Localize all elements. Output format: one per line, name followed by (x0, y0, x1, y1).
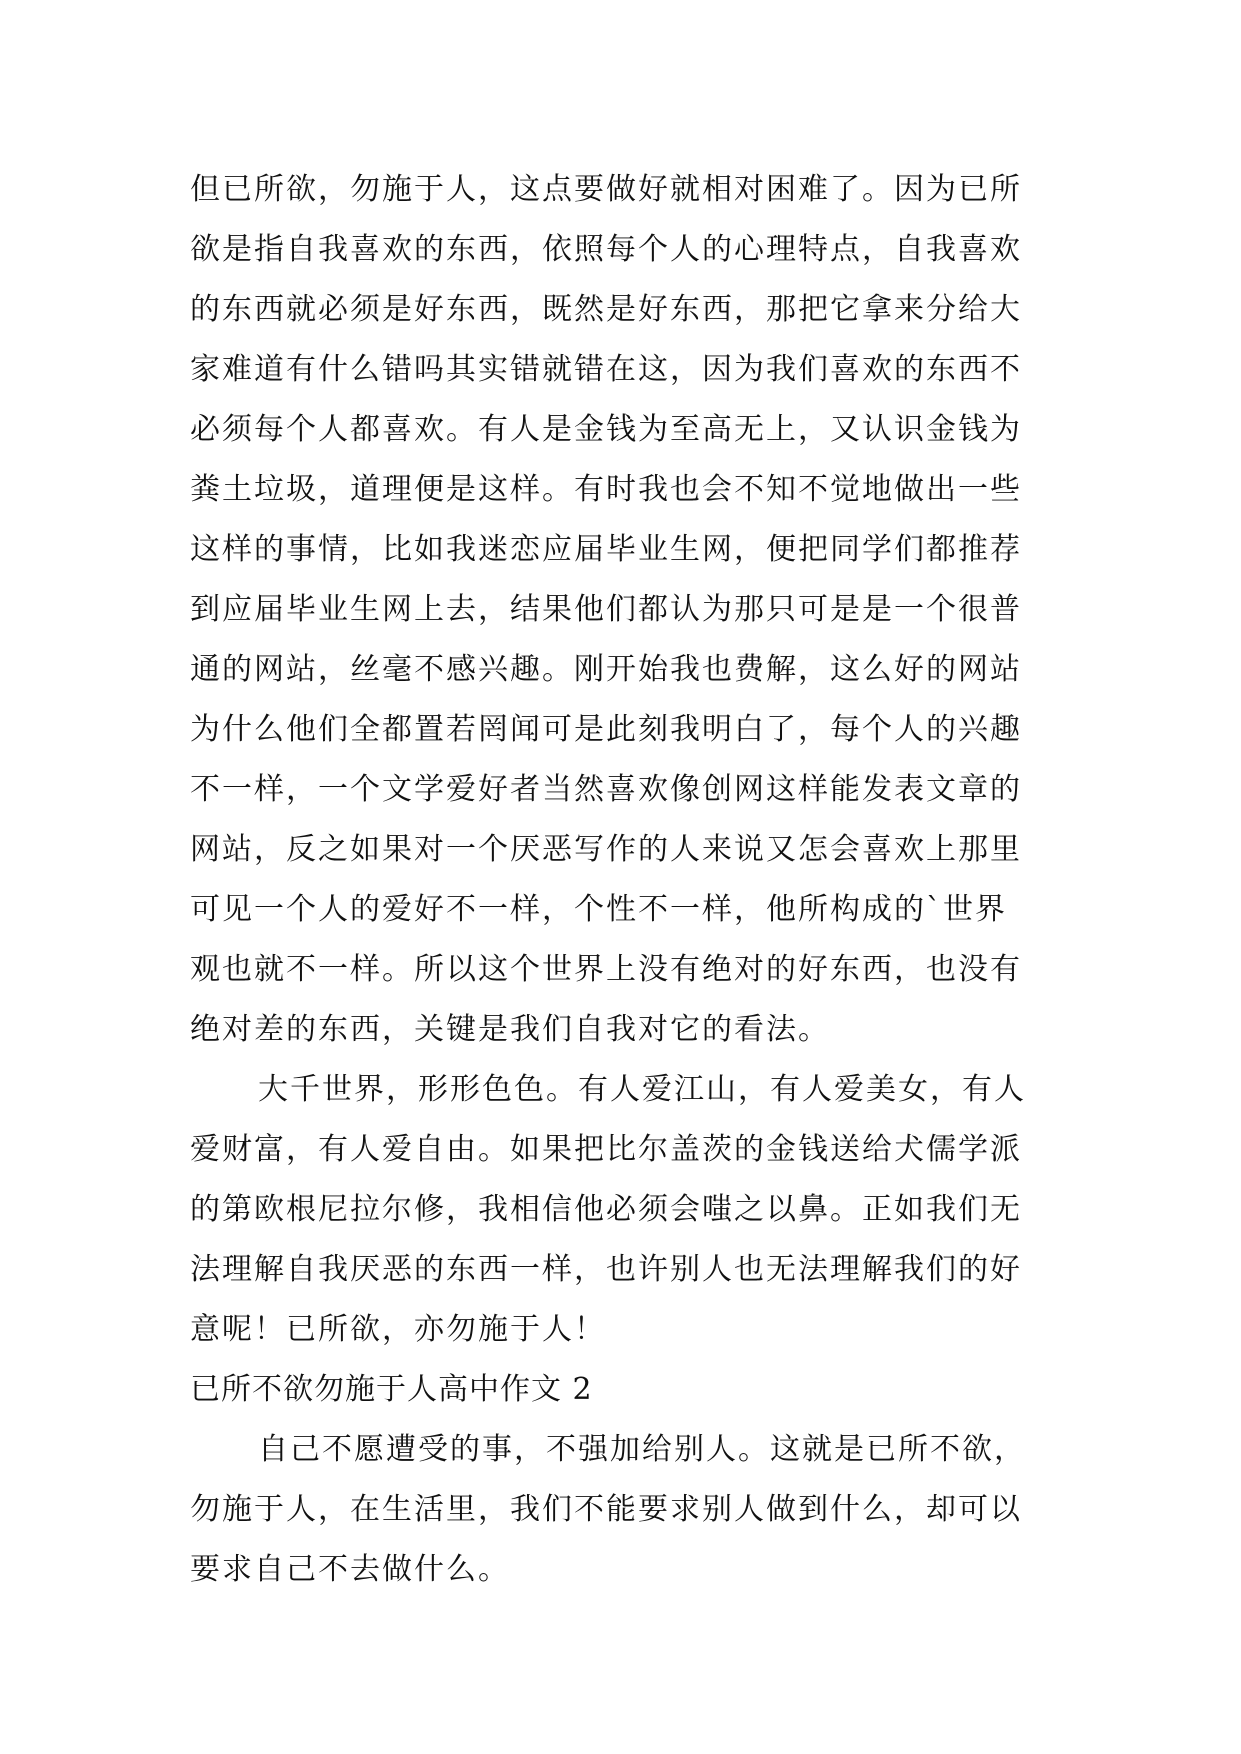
text-line: 自己不愿遭受的事，不强加给别人。这就是已所不欲， (258, 1432, 1026, 1467)
text-line: 大千世界，形形色色。有人爱江山，有人爱美女，有人 (258, 1072, 1026, 1107)
text-line: 网站，反之如果对一个厌恶写作的人来说又怎会喜欢上那里 (190, 832, 1022, 867)
paragraph-2 (190, 1060, 1060, 1360)
text-line: 可见一个人的爱好不一样，个性不一样，他所构成的`世界 (190, 892, 1007, 927)
section-heading: 已所不欲勿施于人高中作文 2 (190, 1372, 593, 1407)
text-line: 要求自己不去做什么。 (190, 1552, 510, 1587)
text-line: 爱财富，有人爱自由。如果把比尔盖茨的金钱送给犬儒学派 (190, 1132, 1022, 1167)
text-line: 但已所欲，勿施于人，这点要做好就相对困难了。因为已所 (190, 172, 1022, 207)
text-line: 这样的事情，比如我迷恋应届毕业生网，便把同学们都推荐 (190, 532, 1022, 567)
text-line: 家难道有什么错吗其实错就错在这，因为我们喜欢的东西不 (190, 352, 1022, 387)
text-line: 勿施于人，在生活里，我们不能要求别人做到什么，却可以 (190, 1492, 1022, 1527)
text-line: 粪土垃圾，道理便是这样。有时我也会不知不觉地做出一些 (190, 472, 1022, 507)
text-line: 必须每个人都喜欢。有人是金钱为至高无上，又认识金钱为 (190, 412, 1022, 447)
text-line: 的第欧根尼拉尔修，我相信他必须会嗤之以鼻。正如我们无 (190, 1192, 1022, 1227)
text-line: 绝对差的东西，关键是我们自我对它的看法。 (190, 1012, 830, 1047)
text-line: 到应届毕业生网上去，结果他们都认为那只可是是一个很普 (190, 592, 1022, 627)
text-line: 观也就不一样。所以这个世界上没有绝对的好东西，也没有 (190, 952, 1022, 987)
text-line: 意呢！已所欲，亦勿施于人！ (190, 1312, 606, 1347)
document-body (190, 160, 1060, 1600)
text-line: 的东西就必须是好东西，既然是好东西，那把它拿来分给大 (190, 292, 1022, 327)
text-line: 欲是指自我喜欢的东西，依照每个人的心理特点，自我喜欢 (190, 232, 1022, 267)
paragraph-3 (190, 1420, 1060, 1600)
text-line: 通的网站，丝毫不感兴趣。刚开始我也费解，这么好的网站 (190, 652, 1022, 687)
text-line: 不一样，一个文学爱好者当然喜欢像创网这样能发表文章的 (190, 772, 1022, 807)
paragraph-1 (190, 160, 1060, 1060)
text-line: 为什么他们全都置若罔闻可是此刻我明白了，每个人的兴趣 (190, 712, 1022, 747)
text-line: 法理解自我厌恶的东西一样，也许别人也无法理解我们的好 (190, 1252, 1022, 1287)
